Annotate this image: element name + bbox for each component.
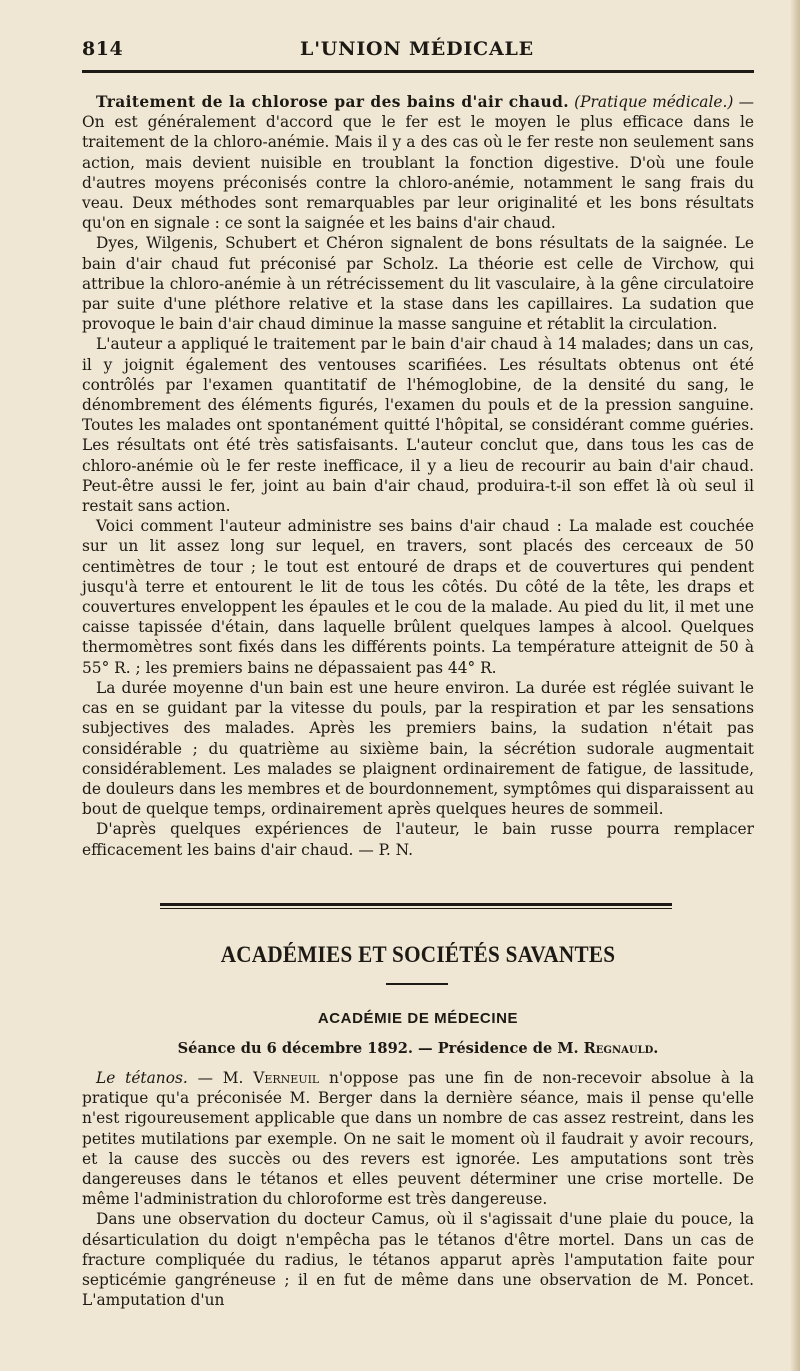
- academy-topic: Le tétanos.: [96, 1069, 188, 1087]
- section-divider: [160, 903, 672, 909]
- article-title-dash: —: [733, 93, 754, 111]
- society-name: ACADÉMIE DE MÉDECINE: [317, 1010, 519, 1027]
- header-rule: [82, 70, 754, 73]
- academy-paragraph-1-text: n'oppose pas une fin de non-recevoir absolue à la pratique qu'a préconisée M. Berger dans la dernière séance, mais il pense qu'elle n'est rigoureusement applicable que dans un nombre de cas assez restreint, dans les petites mutilations par exemple. On ne sait le moment où il faudrait y avoir recours, et la cause des succès ou des revers est ignorée. Les amputations sont très dangereuses dans le tétanos et elles peuvent déterminer une crise mortelle. De même l'administration du chloroforme est très dangereuse.: [82, 1069, 755, 1209]
- academy-speaker: Verneuil: [253, 1069, 320, 1087]
- session-date: Séance du 6 décembre 1892. — Présidence de M.: [177, 1040, 584, 1057]
- article-title: Traitement de la chlorose par des bains d'air chaud.: [96, 93, 569, 111]
- article-paragraph-4: Voici comment l'auteur administre ses bains d'air chaud : La malade est couchée sur un lit assez long sur lequel, en travers, sont placés des cerceaux de 50 centimètres de tour ; le tout est entouré de draps et de couvertures qui pendent jusqu'à terre et entourent le lit de tous les côtés. Du côté de la tête, les draps et couvertures enveloppent les épaules et le cou de la malade. Au pied du lit, il met une caisse tapissée d'étain, dans laquelle brûlent quelques lampes à alcool. Quelques thermomètres sont fixés dans les différents points. La température atteignit de 50 à 55° R. ; les premiers bains ne dépassaient pas 44° R.: [82, 517, 754, 677]
- session-suffix: .: [653, 1040, 659, 1057]
- section-title-underline: [386, 983, 448, 985]
- article-paragraph-3: L'auteur a appliqué le traitement par le bain d'air chaud à 14 malades; dans un cas, il y joignit également des ventouses scarifiées. Les résultats obtenus ont été contrôlés par l'examen quantitatif de l'hémoglobine, de la densité du sang, le dénombrement des éléments figurés, l'examen du pouls et de la pression sanguine. Toutes les malades ont spontanément quitté l'hôpital, se considérant comme guéries. Les résultats ont été très satisfaisants. L'auteur conclut que, dans tous les cas de chloro-anémie où le fer reste inefficace, il y a lieu de recourir au bain d'air chaud. Peut-être aussi le fer, joint au bain d'air chaud, produira-t-il son effet là où seul il restait sans action.: [82, 335, 754, 516]
- article-source: (Pratique médicale.): [574, 93, 734, 111]
- article-paragraph-2: Dyes, Wilgenis, Schubert et Chéron signalent de bons résultats de la saignée. Le bain d'air chaud fut préconisé par Scholz. La théorie est celle de Virchow, qui attribue la chloro-anémie à un rétrécissement du lit vasculaire, à la gêne circulatoire par suite d'une pléthore relative et la stase dans les capillaires. La sudation que provoque le bain d'air chaud diminue la masse sanguine et rétablit la circulation.: [82, 234, 754, 334]
- article-body: [82, 92, 754, 860]
- session-line: [82, 1040, 754, 1057]
- page-number: 814: [82, 38, 124, 60]
- article-paragraph-5: La durée moyenne d'un bain est une heure environ. La durée est réglée suivant le cas en se guidant par la vitesse du pouls, par la respiration et par les sensations subjectives des malades. Après les premiers bains, la sudation n'était pas considérable ; du quatrième au sixième bain, la sécrétion sudorale augmentait considérablement. Les malades se plaignent ordinairement de fatigue, de lassitude, de douleurs dans les membres et de bourdonnement, symptômes qui disparaissent au bout de quelque temps, ordinairement après quelques heures de sommeil.: [82, 678, 754, 819]
- section-title: ACADÉMIES ET SOCIÉTÉS SAVANTES: [220, 942, 616, 967]
- article-paragraph-1: [82, 92, 754, 233]
- academy-report: [82, 1068, 754, 1310]
- page-header: [82, 38, 752, 62]
- academy-paragraph-1: [82, 1068, 754, 1209]
- page-edge-shadow: [790, 0, 800, 1371]
- running-title: L'UNION MÉDICALE: [300, 38, 534, 60]
- academy-dash: — M.: [187, 1069, 254, 1087]
- academy-paragraph-2: Dans une observation du docteur Camus, où il s'agissait d'une plaie du pouce, la désarticulation du doigt n'empêcha pas le tétanos d'être mortel. Dans un cas de fracture compliquée du radius, le tétanos apparut après l'amputation faite pour septicémie gangréneuse ; il en fut de même dans une observation de M. Poncet. L'amputation d'un: [82, 1210, 754, 1310]
- article-paragraph-1-text: On est généralement d'accord que le fer est le moyen le plus efficace dans le traitement de la chloro-anémie. Mais il y a des cas où le fer reste non seulement sans action, mais devient nuisible en troublant la fonction digestive. D'où une foule d'autres moyens préconisés contre la chloro-anémie, notamment le sang frais du veau. Deux méthodes sont remarquables par leur originalité et les bons résultats qu'on en signale : ce sont la saignée et les bains d'air chaud.: [82, 113, 754, 233]
- session-president: Regnauld: [583, 1040, 654, 1057]
- article-paragraph-6: D'après quelques expériences de l'auteur, le bain russe pourra remplacer efficacement les bains d'air chaud. — P. N.: [82, 820, 754, 859]
